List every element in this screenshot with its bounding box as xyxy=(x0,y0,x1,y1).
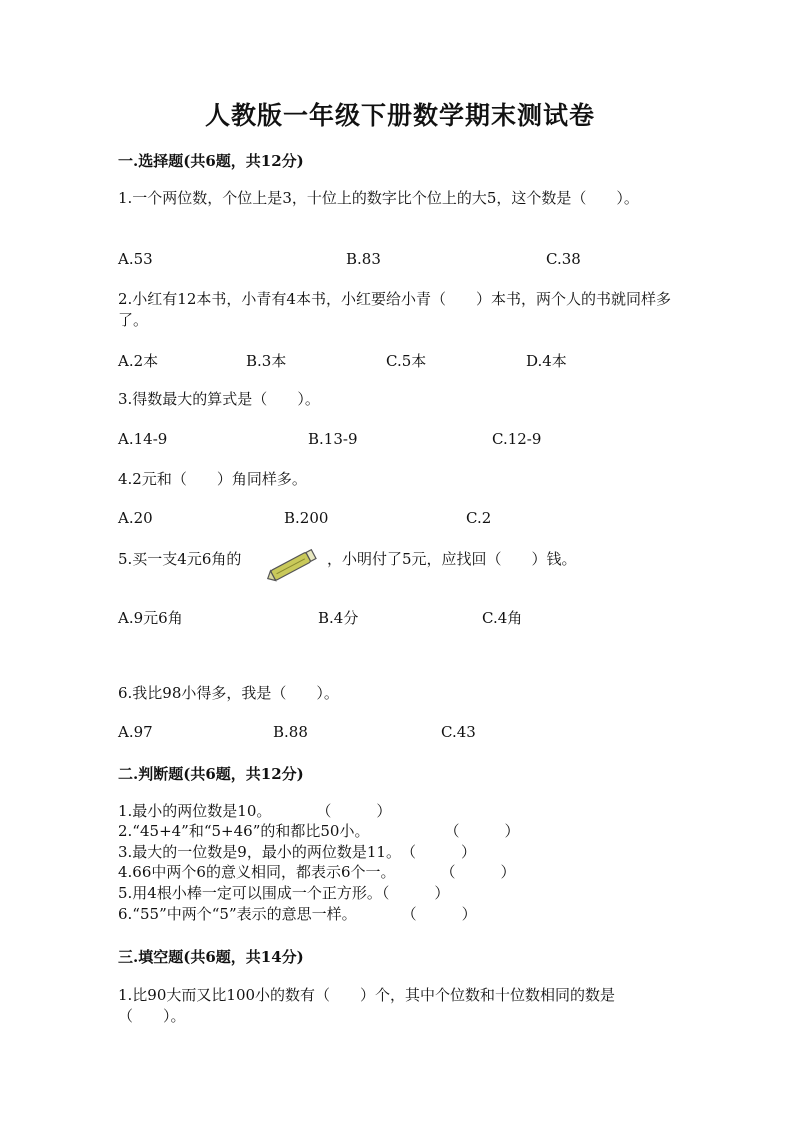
pencil-icon xyxy=(264,544,324,584)
option: C.43 xyxy=(441,723,476,741)
list-item: 1.最小的两位数是10。 （ ） xyxy=(118,802,392,820)
option: C.12-9 xyxy=(492,430,542,448)
fill-question-1: 1.比90大而又比100小的数有（ ）个，其中个位数和十位数相同的数是（ ）。 xyxy=(118,986,616,1025)
option: B.13-9 xyxy=(308,430,358,448)
question-4: 4.2元和（ ）角同样多。 xyxy=(118,470,307,488)
option: B.83 xyxy=(346,250,381,268)
option: C.38 xyxy=(546,250,581,268)
section-heading-choice: 一.选择题(共6题，共12分) xyxy=(118,152,304,170)
list-item: 4.66中两个6的意义相同，都表示6个一。 （ ） xyxy=(118,863,516,881)
list-item: 6.“55”中两个“5”表示的意思一样。 （ ） xyxy=(118,905,477,923)
option: A.14-9 xyxy=(118,430,168,448)
question-6: 6.我比98小得多，我是（ ）。 xyxy=(118,684,339,702)
option: D.4本 xyxy=(526,352,567,370)
section-heading-true-false: 二.判断题(共6题，共12分) xyxy=(118,765,304,783)
question-1: 1.一个两位数，个位上是3，十位上的数字比个位上的大5，这个数是（ ）。 xyxy=(118,189,639,207)
option: A.20 xyxy=(118,509,153,527)
section-heading-fill-blank: 三.填空题(共6题，共14分) xyxy=(118,948,304,966)
list-item: 2.“45+4”和“5+46”的和都比50小。 （ ） xyxy=(118,822,520,840)
option: A.2本 xyxy=(118,352,159,370)
question-2: 2.小红有12本书，小青有4本书，小红要给小青（ ）本书，两个人的书就同样多了。 xyxy=(118,290,671,329)
option: A.97 xyxy=(118,723,153,741)
option: B.200 xyxy=(284,509,329,527)
option: C.5本 xyxy=(386,352,427,370)
option: B.3本 xyxy=(246,352,287,370)
question-5-part-b: ，小明付了5元，应找回（ ）钱。 xyxy=(327,550,577,568)
list-item: 3.最大的一位数是9，最小的两位数是11。 （ ） xyxy=(118,843,476,861)
list-item: 5.用4根小棒一定可以围成一个正方形。（ ） xyxy=(118,884,450,902)
question-3: 3.得数最大的算式是（ ）。 xyxy=(118,390,320,408)
page-title: 人教版一年级下册数学期末测试卷 xyxy=(204,101,595,130)
question-5-part-a: 5.买一支4元6角的 xyxy=(118,550,242,568)
option: B.4分 xyxy=(318,609,359,627)
option: C.4角 xyxy=(482,609,523,627)
option: A.53 xyxy=(118,250,153,268)
option: A.9元6角 xyxy=(118,609,183,627)
option: B.88 xyxy=(273,723,308,741)
option: C.2 xyxy=(466,509,492,527)
